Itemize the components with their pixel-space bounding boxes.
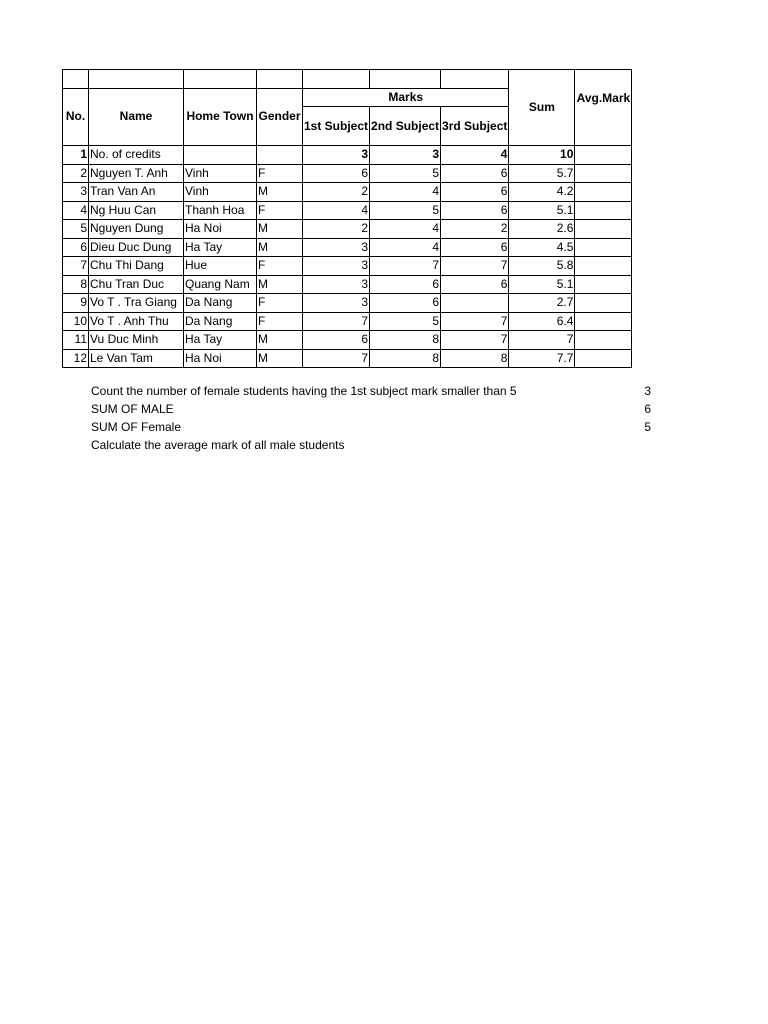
cell-no[interactable]: 6 [63, 238, 89, 257]
cell-sum[interactable]: 4.2 [509, 183, 575, 202]
table-row [63, 183, 632, 202]
cell-sum[interactable]: 5.7 [509, 164, 575, 183]
cell-subject-1[interactable]: 7 [303, 312, 370, 331]
cell[interactable] [303, 70, 370, 89]
cell-sum[interactable]: 6.4 [509, 312, 575, 331]
cell-home-town[interactable]: Ha Noi [184, 220, 257, 239]
cell-home-town[interactable]: Da Nang [184, 294, 257, 313]
cell-name[interactable]: Nguyen Dung [89, 220, 184, 239]
cell-name[interactable]: Chu Thi Dang [89, 257, 184, 276]
cell-avg-mark[interactable] [575, 220, 632, 239]
cell-name[interactable]: Vo T . Anh Thu [89, 312, 184, 331]
cell-subject-3[interactable]: 8 [441, 349, 509, 368]
cell-subject-2[interactable]: 5 [370, 201, 441, 220]
note-row [91, 382, 651, 400]
cell-no[interactable]: 12 [63, 349, 89, 368]
cell-subject-2[interactable]: 4 [370, 183, 441, 202]
cell-no[interactable]: 11 [63, 331, 89, 350]
table-row [63, 238, 632, 257]
cell-home-town[interactable]: Vinh [184, 164, 257, 183]
cell-subject-3[interactable]: 4 [441, 146, 509, 165]
cell-home-town[interactable]: Ha Noi [184, 349, 257, 368]
cell-no[interactable]: 7 [63, 257, 89, 276]
cell-subject-3[interactable]: 6 [441, 238, 509, 257]
cell-name[interactable]: Tran Van An [89, 183, 184, 202]
cell-avg-mark[interactable] [575, 257, 632, 276]
cell-gender[interactable]: M [257, 220, 303, 239]
note-label[interactable]: SUM OF Female [91, 420, 182, 434]
cell-home-town[interactable]: Hue [184, 257, 257, 276]
cell-subject-2[interactable]: 8 [370, 331, 441, 350]
cell-no[interactable]: 5 [63, 220, 89, 239]
cell-sum[interactable]: 10 [509, 146, 575, 165]
cell-subject-3[interactable] [441, 294, 509, 313]
cell-no[interactable]: 3 [63, 183, 89, 202]
cell-name[interactable]: Le Van Tam [89, 349, 184, 368]
cell[interactable] [63, 70, 89, 89]
cell-home-town[interactable]: Quang Nam [184, 275, 257, 294]
cell-home-town[interactable]: Thanh Hoa [184, 201, 257, 220]
cell-name[interactable]: Dieu Duc Dung [89, 238, 184, 257]
cell-gender[interactable]: F [257, 201, 303, 220]
cell-home-town[interactable]: Da Nang [184, 312, 257, 331]
cell-sum[interactable]: 7 [509, 331, 575, 350]
cell-subject-3[interactable]: 6 [441, 275, 509, 294]
cell[interactable] [89, 70, 184, 89]
cell-subject-3[interactable]: 6 [441, 201, 509, 220]
cell-subject-1[interactable]: 3 [303, 238, 370, 257]
cell-gender[interactable]: F [257, 257, 303, 276]
table-row [63, 146, 632, 165]
cell-subject-1[interactable]: 7 [303, 349, 370, 368]
note-row [91, 436, 651, 454]
cell-subject-3[interactable]: 6 [441, 183, 509, 202]
cell-subject-2[interactable]: 6 [370, 275, 441, 294]
cell-subject-3[interactable]: 7 [441, 257, 509, 276]
cell-no[interactable]: 10 [63, 312, 89, 331]
cell-subject-2[interactable]: 6 [370, 294, 441, 313]
cell-name[interactable]: Vu Duc Minh [89, 331, 184, 350]
cell-avg-mark[interactable] [575, 331, 632, 350]
cell-avg-mark[interactable] [575, 183, 632, 202]
cell-sum[interactable]: 5.8 [509, 257, 575, 276]
cell-gender[interactable]: M [257, 238, 303, 257]
header-marks[interactable]: Marks [303, 88, 509, 107]
cell-subject-2[interactable]: 5 [370, 312, 441, 331]
note-row [91, 400, 651, 418]
cell[interactable] [441, 70, 509, 89]
summary-notes [91, 382, 651, 454]
table-row [63, 164, 632, 183]
note-label[interactable]: Count the number of female students having the 1st subject mark smaller than 5 [91, 384, 517, 398]
cell-no[interactable]: 9 [63, 294, 89, 313]
note-row [91, 418, 651, 436]
cell-gender[interactable]: F [257, 294, 303, 313]
cell-subject-1[interactable]: 4 [303, 201, 370, 220]
cell-gender[interactable]: F [257, 164, 303, 183]
table-row [63, 349, 632, 368]
cell-name[interactable]: Nguyen T. Anh [89, 164, 184, 183]
cell-subject-2[interactable]: 4 [370, 220, 441, 239]
cell-name[interactable]: Vo T . Tra Giang [89, 294, 184, 313]
table-body [63, 146, 632, 368]
cell-gender[interactable]: M [257, 183, 303, 202]
cell-gender[interactable]: M [257, 275, 303, 294]
table-row [63, 257, 632, 276]
header-subject-2[interactable]: 2nd Subject [370, 107, 441, 146]
note-value[interactable]: 5 [644, 420, 651, 434]
cell-gender[interactable]: M [257, 331, 303, 350]
header-name[interactable]: Name [89, 88, 184, 146]
header-sum[interactable]: Sum [509, 70, 575, 146]
table-row [63, 294, 632, 313]
cell-avg-mark[interactable] [575, 146, 632, 165]
header-subject-1[interactable]: 1st Subject [303, 107, 370, 146]
cell-avg-mark[interactable] [575, 349, 632, 368]
cell-subject-1[interactable]: 3 [303, 294, 370, 313]
note-label[interactable]: SUM OF MALE [91, 402, 174, 416]
cell-avg-mark[interactable] [575, 275, 632, 294]
cell-name[interactable]: Ng Huu Can [89, 201, 184, 220]
cell-gender[interactable] [257, 146, 303, 165]
cell-gender[interactable]: M [257, 349, 303, 368]
cell-no[interactable]: 4 [63, 201, 89, 220]
cell[interactable] [257, 70, 303, 89]
note-value[interactable]: 6 [644, 402, 651, 416]
cell[interactable] [370, 70, 441, 89]
blank-top-row [63, 70, 632, 89]
cell-avg-mark[interactable] [575, 312, 632, 331]
cell-subject-3[interactable]: 2 [441, 220, 509, 239]
cell-subject-1[interactable]: 6 [303, 164, 370, 183]
cell-sum[interactable]: 7.7 [509, 349, 575, 368]
header-gender[interactable]: Gender [257, 88, 303, 146]
cell-home-town[interactable]: Ha Tay [184, 238, 257, 257]
cell-subject-1[interactable]: 2 [303, 183, 370, 202]
note-value[interactable]: 3 [644, 384, 651, 398]
cell-no[interactable]: 2 [63, 164, 89, 183]
header-subject-3[interactable]: 3rd Subject [441, 107, 509, 146]
cell-name[interactable]: Chu Tran Duc [89, 275, 184, 294]
cell-avg-mark[interactable] [575, 294, 632, 313]
cell-sum[interactable]: 2.6 [509, 220, 575, 239]
cell-subject-3[interactable]: 6 [441, 164, 509, 183]
cell-gender[interactable]: F [257, 312, 303, 331]
cell-subject-1[interactable]: 6 [303, 331, 370, 350]
table-row [63, 275, 632, 294]
note-label[interactable]: Calculate the average mark of all male students [91, 438, 345, 452]
cell-subject-1[interactable]: 3 [303, 257, 370, 276]
cell-avg-mark[interactable] [575, 238, 632, 257]
cell-sum[interactable]: 5.1 [509, 201, 575, 220]
cell-subject-1[interactable]: 3 [303, 146, 370, 165]
cell-sum[interactable]: 5.1 [509, 275, 575, 294]
cell-subject-2[interactable]: 7 [370, 257, 441, 276]
cell-subject-1[interactable]: 2 [303, 220, 370, 239]
cell-avg-mark[interactable] [575, 201, 632, 220]
cell-name[interactable]: No. of credits [89, 146, 184, 165]
table-row [63, 312, 632, 331]
cell-subject-2[interactable]: 8 [370, 349, 441, 368]
cell-subject-3[interactable]: 7 [441, 331, 509, 350]
cell-subject-2[interactable]: 3 [370, 146, 441, 165]
cell-no[interactable]: 1 [63, 146, 89, 165]
table-row [63, 201, 632, 220]
cell[interactable] [184, 70, 257, 89]
cell-sum[interactable]: 2.7 [509, 294, 575, 313]
header-home-town[interactable]: Home Town [184, 88, 257, 146]
cell-home-town[interactable] [184, 146, 257, 165]
cell-subject-1[interactable]: 3 [303, 275, 370, 294]
cell-no[interactable]: 8 [63, 275, 89, 294]
table-row [63, 331, 632, 350]
cell-home-town[interactable]: Vinh [184, 183, 257, 202]
cell-subject-2[interactable]: 5 [370, 164, 441, 183]
table-row [63, 220, 632, 239]
cell-home-town[interactable]: Ha Tay [184, 331, 257, 350]
header-avg-mark[interactable]: Avg.Mark [575, 70, 632, 146]
cell-subject-2[interactable]: 4 [370, 238, 441, 257]
header-no[interactable]: No. [63, 88, 89, 146]
cell-avg-mark[interactable] [575, 164, 632, 183]
cell-sum[interactable]: 4.5 [509, 238, 575, 257]
cell-subject-3[interactable]: 7 [441, 312, 509, 331]
student-marks-table [62, 69, 632, 368]
